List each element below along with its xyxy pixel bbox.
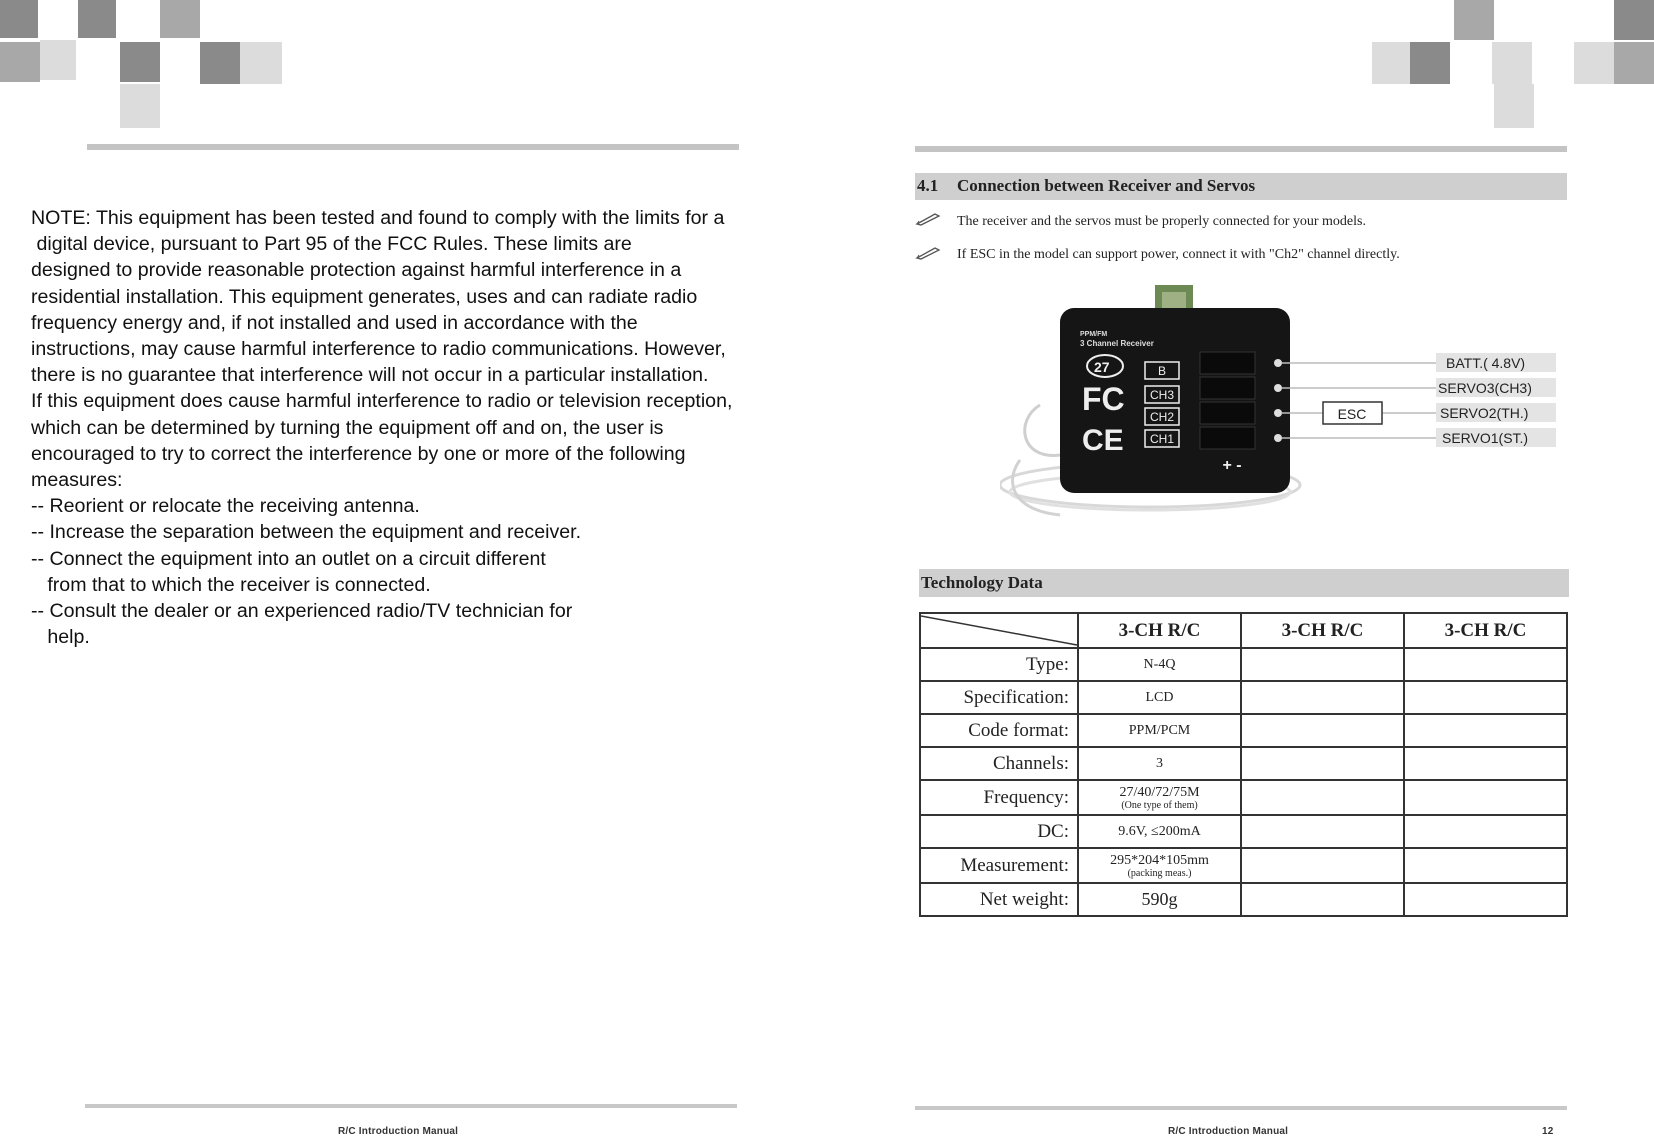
fcc-mark: FC	[1082, 381, 1125, 417]
row-label: Type:	[920, 648, 1078, 681]
row-label: Channels:	[920, 747, 1078, 780]
slot-label: CH3	[1149, 388, 1175, 402]
fcc-line: If this equipment does cause harmful interference to radio or television reception,	[31, 390, 733, 413]
table-corner	[920, 613, 1078, 648]
section-note: The receiver and the servos must be properly connected for your models.	[957, 214, 1366, 229]
row-label: Measurement:	[920, 848, 1078, 883]
fcc-line: NOTE: This equipment has been tested and found to comply with the limits for a	[31, 207, 725, 229]
row-value-text: 3	[1156, 755, 1163, 771]
deco-square	[1494, 84, 1534, 128]
table-cell	[1241, 747, 1404, 780]
row-value	[1078, 681, 1241, 714]
tech-title: Technology Data	[921, 573, 1043, 592]
pin-header	[1200, 402, 1255, 424]
fcc-line: -- Consult the dealer or an experienced radio/TV technician for	[31, 600, 573, 623]
fcc-line: designed to provide reasonable protection against harmful interference in a	[31, 259, 682, 282]
pin-header	[1200, 427, 1255, 449]
fcc-line: residential installation. This equipment generates, uses and can radiate radio	[31, 285, 698, 308]
table-header: 3-CH R/C	[1241, 613, 1404, 648]
slot-label: CH1	[1149, 432, 1175, 446]
table-row	[920, 848, 1567, 883]
row-label: DC:	[920, 815, 1078, 848]
row-value	[1078, 848, 1241, 883]
fcc-line: -- Connect the equipment into an outlet on a circuit different	[31, 547, 546, 570]
deco-square	[0, 42, 40, 82]
row-value	[1078, 780, 1241, 815]
header-rule-left	[87, 144, 739, 150]
table-header: 3-CH R/C	[1078, 613, 1241, 648]
port-dot	[1274, 409, 1282, 417]
footer-title-left: R/C Introduction Manual	[338, 1126, 459, 1137]
deco-square	[200, 42, 240, 84]
row-label: Specification:	[920, 681, 1078, 714]
deco-square	[1492, 42, 1532, 84]
table-row	[920, 747, 1567, 780]
table-row	[920, 613, 1567, 648]
row-value	[1078, 815, 1241, 848]
diagonal-line	[921, 614, 1077, 647]
slot-label: B	[1157, 364, 1167, 378]
section-heading	[915, 173, 1567, 200]
pencil-icon	[915, 212, 941, 226]
fcc-line: digital device, pursuant to Part 95 of the FCC Rules. These limits are	[31, 233, 632, 256]
fcc-line: instructions, may cause harmful interference to radio communications. However,	[31, 338, 726, 361]
deco-square	[1614, 42, 1654, 84]
fcc-line: encouraged to try to correct the interference by one or more of the following	[31, 442, 686, 465]
row-value-text: 590g	[1141, 889, 1178, 909]
slot-label: CH2	[1149, 410, 1175, 424]
model-line2: 3 Channel Receiver	[1080, 339, 1154, 348]
table-cell	[1404, 883, 1567, 916]
esc-label: ESC	[1337, 406, 1367, 422]
port-dot	[1274, 359, 1282, 367]
table-cell	[1241, 883, 1404, 916]
deco-square	[120, 42, 160, 82]
table-row	[920, 681, 1567, 714]
table-cell	[1404, 848, 1567, 883]
table-cell	[1404, 681, 1567, 714]
fcc-line: measures:	[31, 469, 123, 492]
tech-table	[919, 612, 1568, 917]
row-value-sub: (packing meas.)	[1127, 867, 1192, 879]
table-row	[920, 883, 1567, 916]
footer-title-right: R/C Introduction Manual	[1168, 1126, 1289, 1137]
fcc-line: help.	[31, 626, 90, 649]
section-title: Connection between Receiver and Servos	[957, 176, 1256, 195]
table-cell	[1404, 780, 1567, 815]
port-label: BATT.( 4.8V)	[1446, 355, 1526, 371]
pin-header	[1200, 377, 1255, 399]
section-note: If ESC in the model can support power, connect it with "Ch2" channel directly.	[957, 247, 1400, 262]
row-value-text: LCD	[1145, 689, 1174, 705]
freq-badge: 27	[1094, 359, 1110, 375]
table-row	[920, 648, 1567, 681]
deco-square	[160, 0, 200, 38]
fcc-line: from that to which the receiver is connected.	[31, 573, 431, 596]
table-cell	[1241, 815, 1404, 848]
port-label: SERVO3(CH3)	[1438, 380, 1532, 396]
section-number: 4.1	[917, 176, 939, 195]
row-label: Frequency:	[920, 780, 1078, 815]
table-cell	[1404, 747, 1567, 780]
row-value-text: PPM/PCM	[1128, 722, 1191, 738]
row-value	[1078, 747, 1241, 780]
table-header: 3-CH R/C	[1404, 613, 1567, 648]
row-value	[1078, 648, 1241, 681]
port-label: SERVO1(ST.)	[1442, 430, 1529, 446]
ce-mark: CE	[1082, 424, 1124, 457]
port-dot	[1274, 434, 1282, 442]
deco-square	[40, 40, 76, 80]
model-line1: PPM/FM	[1080, 331, 1108, 338]
footer-rule-right	[915, 1106, 1567, 1110]
table-cell	[1241, 714, 1404, 747]
deco-square	[1410, 42, 1450, 84]
page-number: 12	[1542, 1126, 1554, 1137]
table-cell	[1241, 648, 1404, 681]
fcc-line: -- Increase the separation between the equipment and receiver.	[31, 521, 582, 544]
row-value-text: 295*204*105mm	[1110, 852, 1209, 868]
pin-header	[1200, 352, 1255, 374]
table-cell	[1404, 815, 1567, 848]
row-value	[1078, 883, 1241, 916]
row-value	[1078, 714, 1241, 747]
table-cell	[1404, 648, 1567, 681]
polarity-mark: + -	[1222, 457, 1242, 474]
table-row	[920, 815, 1567, 848]
deco-square	[1614, 0, 1654, 40]
fcc-line: frequency energy and, if not installed and used in accordance with the	[31, 311, 638, 334]
table-row	[920, 780, 1567, 815]
port-label: SERVO2(TH.)	[1440, 405, 1529, 421]
row-value-sub: (One type of them)	[1121, 799, 1198, 811]
fcc-line: there is no guarantee that interference will not occur in a particular installation.	[31, 364, 709, 387]
row-value-text: N-4Q	[1143, 656, 1176, 672]
fcc-note	[31, 205, 861, 650]
row-value-text: 9.6V, ≤200mA	[1118, 823, 1201, 839]
footer-rule-left	[85, 1104, 737, 1108]
deco-square	[78, 0, 116, 38]
fcc-line: -- Reorient or relocate the receiving antenna.	[31, 495, 420, 518]
deco-square	[0, 0, 38, 38]
table-cell	[1241, 780, 1404, 815]
deco-square	[120, 84, 160, 128]
row-label: Code format:	[920, 714, 1078, 747]
row-label: Net weight:	[920, 883, 1078, 916]
deco-square	[1574, 42, 1614, 84]
header-rule-right	[915, 146, 1567, 152]
deco-square	[240, 42, 282, 84]
port-dot	[1274, 384, 1282, 392]
table-cell	[1241, 848, 1404, 883]
receiver-diagram	[1000, 280, 1570, 540]
deco-square	[1372, 42, 1410, 84]
pencil-icon	[915, 246, 941, 260]
row-value-text: 27/40/72/75M	[1119, 784, 1200, 800]
fcc-line: which can be determined by turning the equipment off and on, the user is	[31, 416, 664, 439]
deco-square	[1454, 0, 1494, 40]
tech-heading	[919, 569, 1569, 597]
table-cell	[1404, 714, 1567, 747]
table-row	[920, 714, 1567, 747]
table-cell	[1241, 681, 1404, 714]
